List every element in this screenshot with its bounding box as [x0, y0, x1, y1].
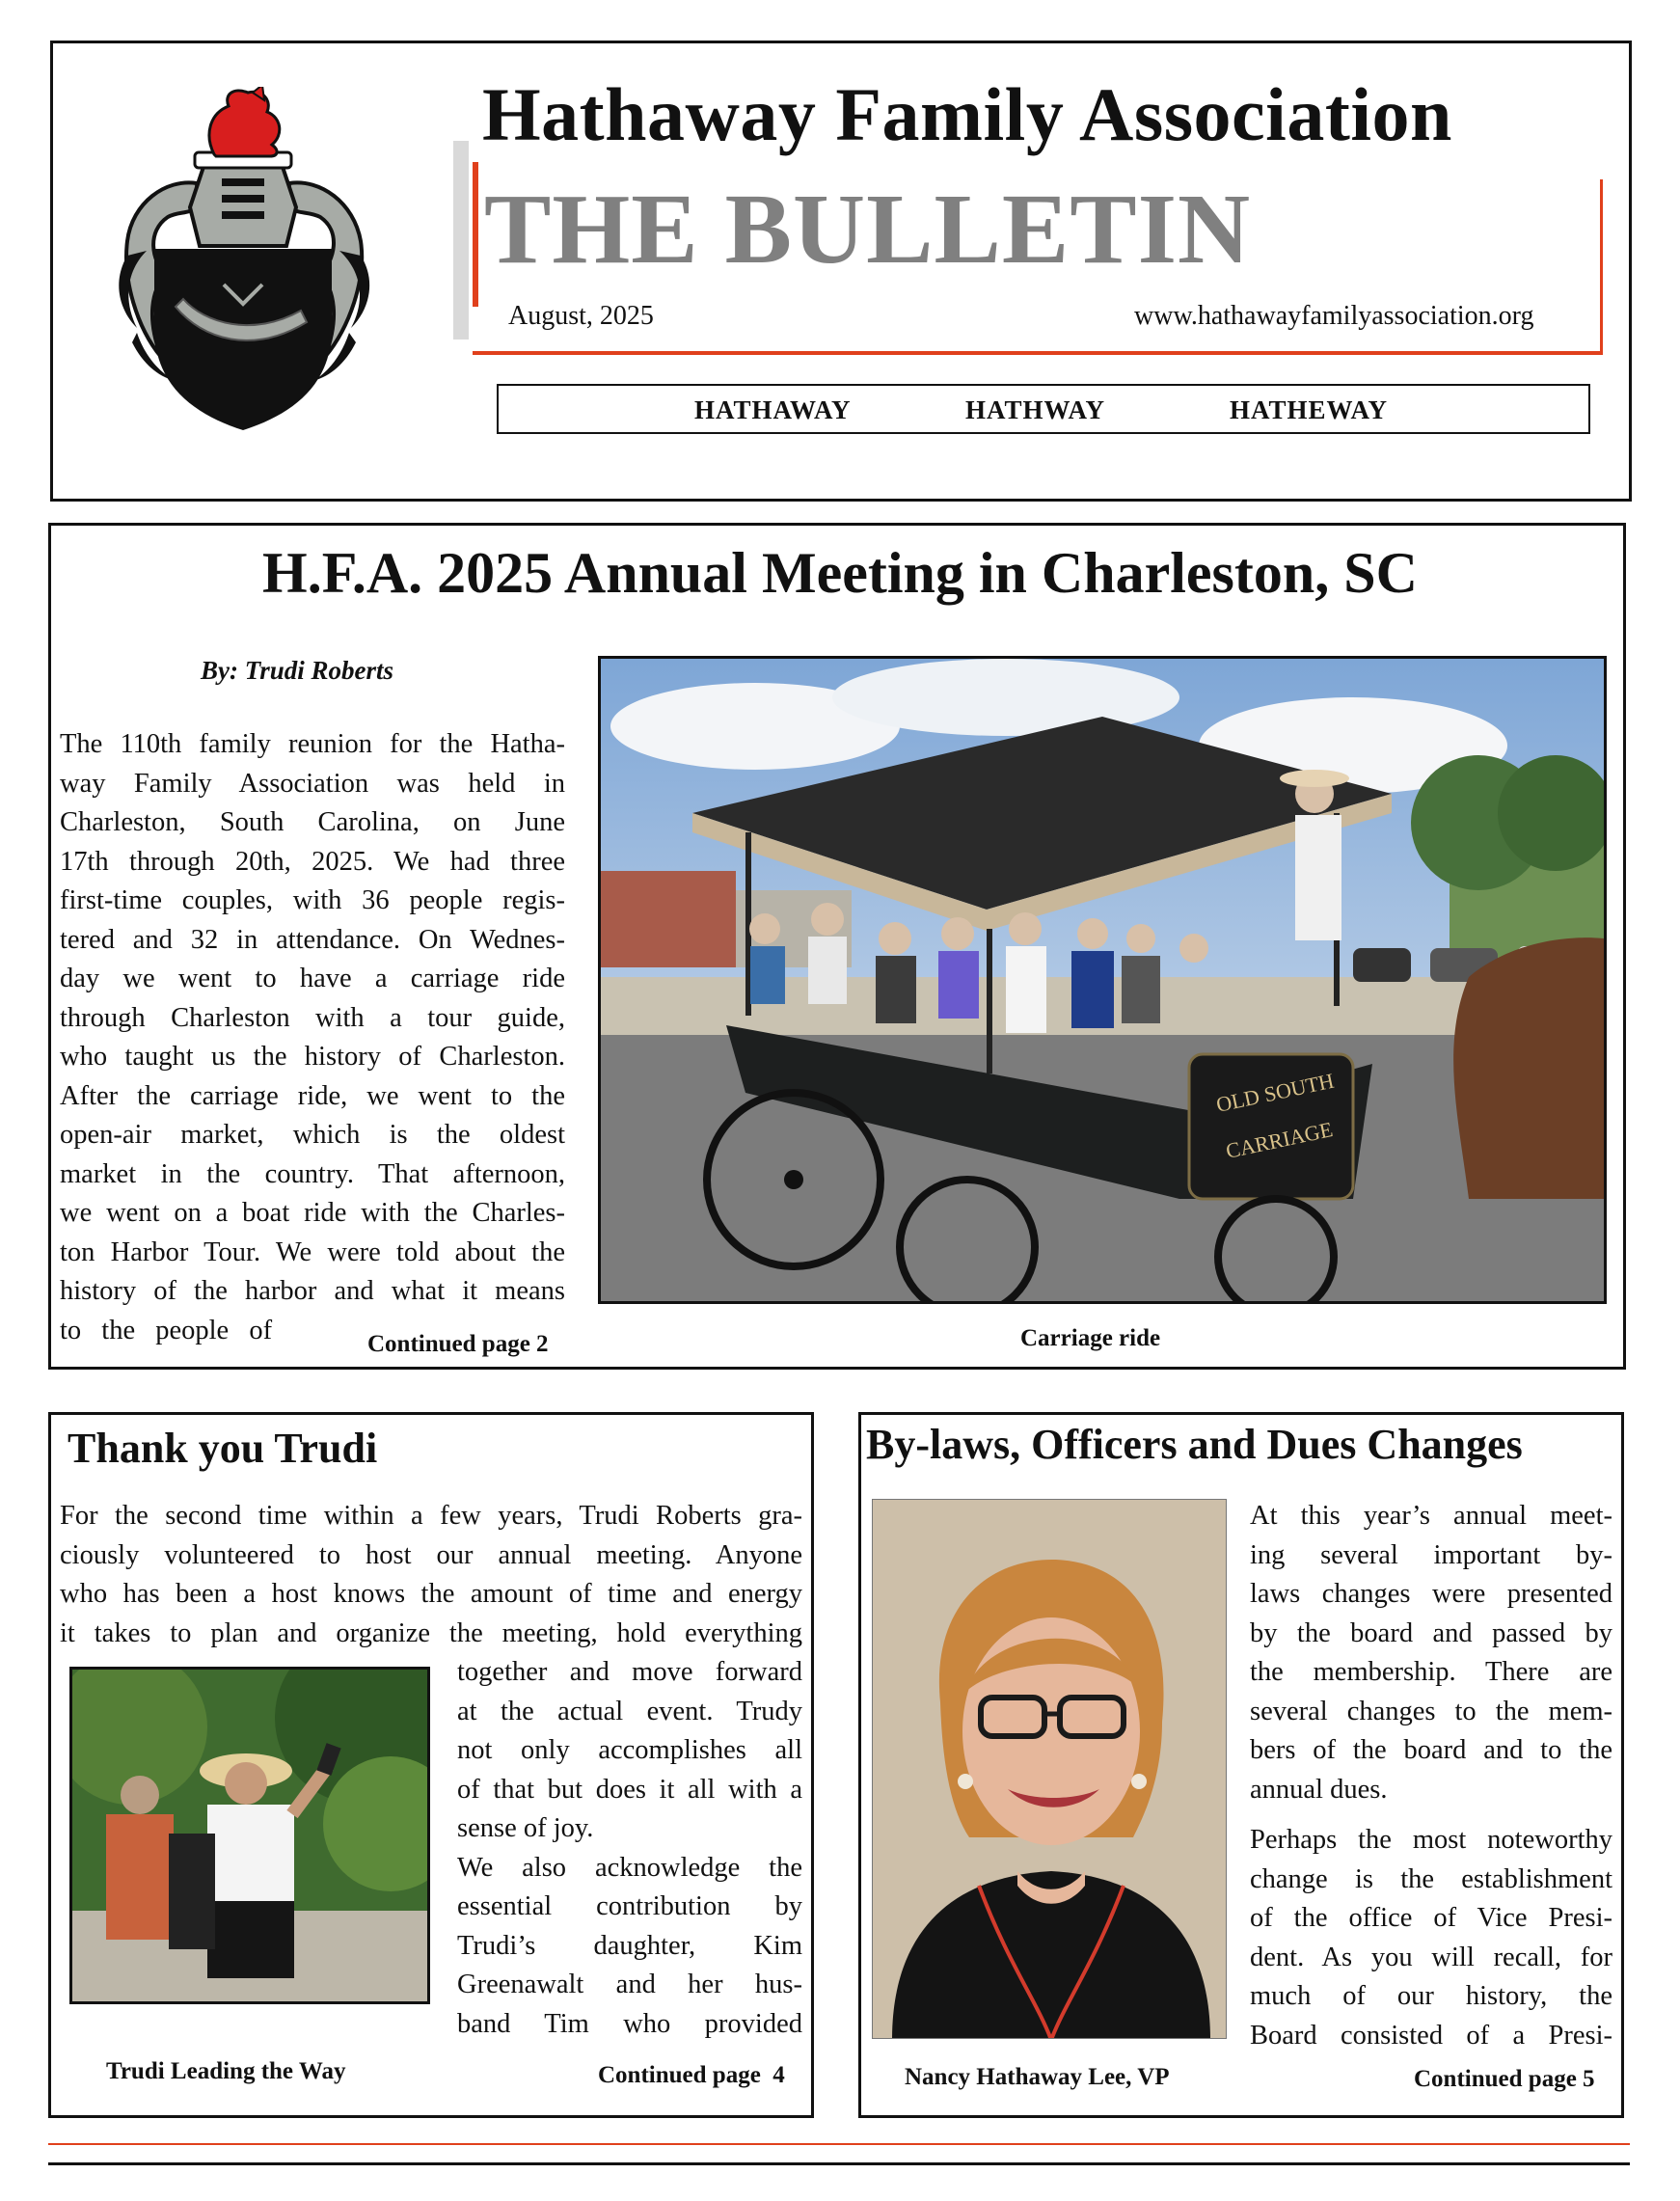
text-line: We also acknowledge the	[457, 1852, 802, 1883]
text-line: ciously volunteered to host our annual meeting. Anyone	[60, 1539, 802, 1570]
text-line: bers of the board and to the	[1250, 1735, 1612, 1765]
text-line: way Family Association was held in	[60, 768, 565, 799]
text-line: day we went to have a carriage ride	[60, 964, 565, 993]
text-line: history of the harbor and what it means	[60, 1276, 565, 1306]
text-line: it takes to plan and organize the meeting, hold everything	[60, 1617, 802, 1648]
text-line: by the board and passed by	[1250, 1617, 1612, 1648]
nancy-photo	[872, 1499, 1227, 2039]
text-line: ing several important by-	[1250, 1539, 1612, 1570]
issue-date: August, 2025	[508, 301, 654, 331]
nancy-portrait	[873, 1500, 1227, 2039]
text-line: change is the establishment	[1250, 1863, 1612, 1894]
footer-rule	[48, 2162, 1630, 2165]
lead-article-body	[60, 725, 565, 1350]
thank-you-continued-link[interactable]: Continued page 4	[598, 2062, 785, 2088]
text-line: annual dues.	[1250, 1774, 1388, 1805]
text-line: of the office of Vice Presi-	[1250, 1903, 1612, 1933]
text-line: Charleston, South Carolina, on June	[60, 807, 565, 837]
text-line: dent. As you will recall, for	[1250, 1942, 1612, 1972]
text-line: the membership. There are	[1250, 1657, 1612, 1687]
text-line: we went on a boat ride with the Charles-	[60, 1198, 565, 1228]
text-line: Board consisted of a Presi-	[1250, 2020, 1612, 2051]
text-line: After the carriage ride, we went to the	[60, 1080, 565, 1111]
surname-hathaway: HATHAWAY	[694, 395, 852, 424]
website-url[interactable]: www.hathawayfamilyassociation.org	[1134, 301, 1534, 331]
text-line: essential contribution by	[457, 1891, 802, 1921]
carriage-photo-caption: Carriage ride	[1020, 1325, 1161, 1351]
bulletin-title: THE BULLETIN	[484, 174, 1252, 285]
text-line: to the people of	[60, 1315, 273, 1345]
text-line: first-time couples, with 36 people regis-	[60, 885, 565, 915]
text-line: not only accomplishes all	[457, 1735, 802, 1765]
carriage-sign-line1: OLD SOUTH	[1213, 1068, 1337, 1117]
surname-hathway: HATHWAY	[965, 395, 1106, 424]
surname-bar	[497, 384, 1590, 434]
text-line: 17th through 20th, 2025. We had three	[60, 846, 565, 877]
text-line: Trudi’s daughter, Kim	[457, 1930, 802, 1961]
family-crest-icon	[108, 87, 378, 434]
bylaws-continued-link[interactable]: Continued page 5	[1414, 2066, 1595, 2092]
thank-you-body-top	[60, 1497, 802, 1653]
text-line: Greenawalt and her hus-	[457, 1970, 802, 1999]
title-accent-line	[473, 162, 478, 307]
text-line: At this year’s annual meet-	[1250, 1501, 1612, 1531]
bylaws-title: By-laws, Officers and Dues Changes	[866, 1421, 1523, 1468]
lead-headline: H.F.A. 2025 Annual Meeting in Charleston, SC	[262, 541, 1418, 605]
text-line: ton Harbor Tour. We were told about the	[60, 1236, 565, 1267]
carriage-sign-line2: CARRIAGE	[1223, 1117, 1336, 1163]
text-line: Perhaps the most noteworthy	[1250, 1825, 1612, 1855]
text-line: laws changes were presented	[1250, 1579, 1612, 1609]
text-line: at the actual event. Trudy	[457, 1696, 802, 1726]
text-line: of that but does it all with a	[457, 1774, 802, 1805]
text-line: tered and 32 in attendance. On Wednes-	[60, 924, 565, 955]
trudi-photo	[69, 1667, 430, 2004]
text-line: much of our history, the	[1250, 1981, 1612, 2011]
continued-link[interactable]: Continued page 2	[367, 1331, 549, 1357]
carriage-photo	[598, 656, 1607, 1304]
text-line: market in the country. That afternoon,	[60, 1158, 565, 1189]
text-line: several changes to the mem-	[1250, 1696, 1612, 1726]
title-shade	[453, 141, 469, 340]
trudi-scene	[72, 1670, 427, 2001]
text-line: The 110th family reunion for the Hatha-	[60, 729, 565, 759]
surname-hatheway: HATHEWAY	[1230, 395, 1389, 424]
association-name: Hathaway Family Association	[482, 72, 1452, 156]
text-line: together and move forward	[457, 1657, 802, 1687]
text-line: open-air market, which is the oldest	[60, 1120, 565, 1150]
footer-rule-accent	[48, 2143, 1630, 2145]
nancy-photo-caption: Nancy Hathaway Lee, VP	[905, 2064, 1170, 2090]
byline: By: Trudi Roberts	[201, 656, 394, 685]
text-line: sense of joy.	[457, 1813, 594, 1843]
bylaws-body	[1250, 1497, 1612, 2055]
thank-you-body-side	[457, 1653, 802, 2044]
text-line: through Charleston with a tour guide,	[60, 1002, 565, 1033]
thank-you-title: Thank you Trudi	[68, 1425, 378, 1472]
text-line: For the second time within a few years, Trudi Roberts gra-	[60, 1501, 802, 1531]
text-line: who taught us the history of Charleston.	[60, 1042, 565, 1072]
text-line: who has been a host knows the amount of time and energy	[60, 1579, 802, 1609]
trudi-photo-caption: Trudi Leading the Way	[106, 2058, 346, 2084]
text-line: band Tim who provided	[457, 2008, 802, 2039]
carriage-scene	[601, 659, 1604, 1301]
